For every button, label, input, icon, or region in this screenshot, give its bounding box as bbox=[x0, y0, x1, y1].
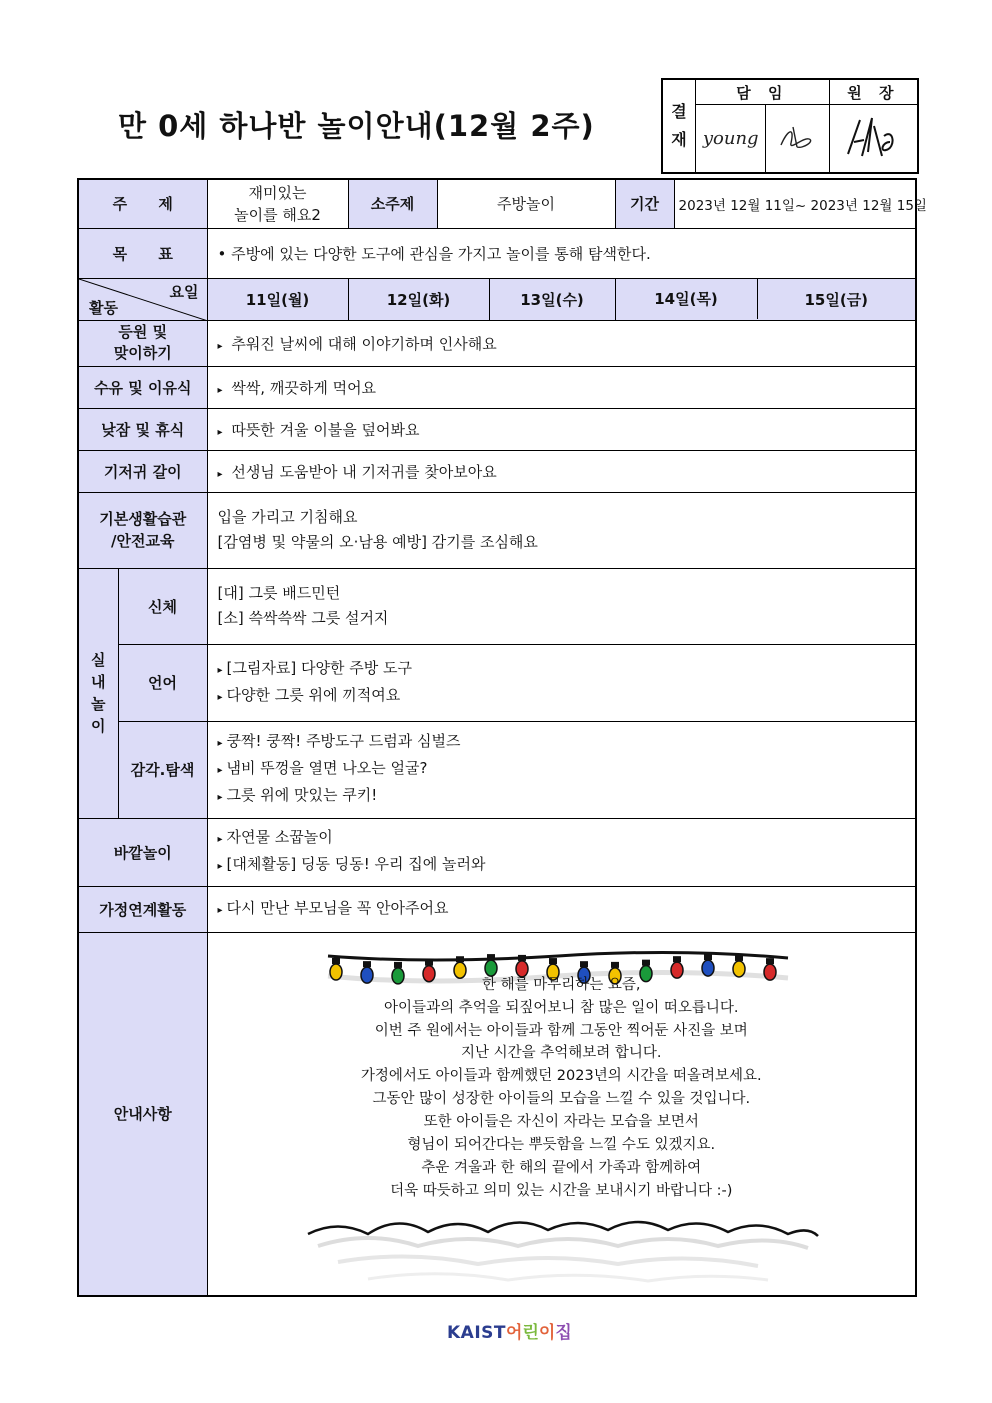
indoor-language-text: ▸ [그림자료] 다양한 주방 도구 ▸ 다양한 그릇 위에 끼적여요 bbox=[207, 644, 916, 721]
home-activity-label: 가정연계활동 bbox=[78, 886, 207, 932]
triangle-bullet-icon: ▸ bbox=[217, 765, 223, 776]
triangle-bullet-icon: ▸ bbox=[217, 904, 223, 916]
signature-director bbox=[829, 105, 917, 173]
signature-teacher-1: young bbox=[696, 105, 766, 173]
day-thu-fri bbox=[615, 278, 916, 320]
day-fri: 15일(금) bbox=[804, 290, 869, 309]
kaist-daycare-logo: KAIST어린이집 bbox=[447, 1323, 572, 1343]
routine-text-diaper: ▸ 선생님 도움받아 내 기저귀를 찾아보아요 bbox=[207, 450, 916, 492]
triangle-bullet-icon: ▸ bbox=[217, 384, 223, 396]
indoor-sensory-text: ▸ 쿵짝! 쿵짝! 주방도구 드럼과 심벌즈 ▸ 냄비 뚜껑을 열면 나오는 얼굴? ▸ 그릇 위에 맛있는 쿠키! bbox=[207, 721, 916, 818]
indoor-sensory-label: 감각.탐색 bbox=[118, 721, 207, 818]
period-value: 2023년 12월 11일~ 2023년 12월 15일 bbox=[674, 179, 916, 228]
approval-side-label: 결 재 bbox=[663, 80, 696, 173]
theme-value: 재미있는 놀이를 해요2 bbox=[207, 179, 348, 228]
notice-label: 안내사항 bbox=[78, 932, 207, 1296]
day-thu: 14일(목) bbox=[616, 279, 758, 319]
notice-text: 한 해를 마무리하는 요즘, 아이들과의 추억을 되짚어보니 참 많은 일이 떠오릅니다. 이번 주 원에서는 아이들과 함께 그동안 찍어둔 사진을 보며 지난 시간을 추억해보려 합니다. 가정에서도 아이들과 함께했던 2023년의 시간을 떠올려보세요. 그동안 많이 성장한 아이들의 모습을 느낄 수 있을 것입니다. 또한 아이들은 자신이 자라는 모습을 보면서 형님이 되어간다는 뿌듯함을 느낄 수도 있겠지요. 추운 겨울과 한 해의 끝에서 가족과 함께하여 더욱 따듯하고 의미 있는 시간을 보내시기 바랍니다 :-) bbox=[360, 976, 762, 1199]
goal-label: 목 표 bbox=[78, 228, 207, 278]
subtheme-value: 주방놀이 bbox=[437, 179, 615, 228]
safety-label: 기본생활습관 /안전교육 bbox=[78, 492, 207, 568]
theme-label: 주 제 bbox=[78, 179, 207, 228]
triangle-bullet-icon: ▸ bbox=[217, 691, 223, 703]
indoor-play-label: 실 내 놀 이 bbox=[78, 568, 118, 818]
day-wed: 13일(수) bbox=[489, 278, 615, 320]
indoor-physical-label: 신체 bbox=[118, 568, 207, 644]
routine-label-feeding: 수유 및 이유식 bbox=[78, 366, 207, 408]
signature-image-2 bbox=[773, 117, 823, 157]
safety-text: 입을 가리고 기침해요 [감염병 및 약물의 오·남용 예방] 감기를 조심해요 bbox=[207, 492, 916, 568]
goal-value: • 주방에 있는 다양한 도구에 관심을 가지고 놀이를 통해 탐색한다. bbox=[207, 228, 916, 278]
triangle-bullet-icon: ▸ bbox=[217, 834, 223, 845]
signature-teacher-2 bbox=[766, 105, 829, 173]
approval-col-teacher: 담 임 bbox=[696, 80, 830, 105]
triangle-bullet-icon: ▸ bbox=[217, 426, 223, 438]
routine-text-arrival: ▸ 추워진 날씨에 대해 이야기하며 인사해요 bbox=[207, 320, 916, 366]
page-title: 만 0세 하나반 놀이안내(12월 2주) bbox=[118, 109, 595, 143]
outdoor-label: 바깥놀이 bbox=[78, 818, 207, 886]
triangle-bullet-icon: ▸ bbox=[217, 861, 223, 872]
home-activity-text: ▸ 다시 만난 부모님을 꼭 안아주어요 bbox=[207, 886, 916, 932]
routine-label-diaper: 기저귀 갈이 bbox=[78, 450, 207, 492]
triangle-bullet-icon: ▸ bbox=[217, 468, 223, 480]
approval-col-director: 원 장 bbox=[829, 80, 917, 105]
routine-label-nap: 낮잠 및 휴식 bbox=[78, 408, 207, 450]
triangle-bullet-icon: ▸ bbox=[217, 792, 223, 803]
routine-text-nap: ▸ 따뜻한 겨울 이불을 덮어봐요 bbox=[207, 408, 916, 450]
approval-box bbox=[661, 78, 919, 174]
light-bulb-icon bbox=[702, 954, 714, 976]
light-bulb-icon bbox=[485, 954, 497, 976]
indoor-physical-text: [대] 그릇 배드민턴 [소] 쓱싹쓱싹 그릇 설거지 bbox=[207, 568, 916, 644]
day-mon: 11일(월) bbox=[207, 278, 348, 320]
notice-cell bbox=[207, 932, 916, 1296]
triangle-bullet-icon: ▸ bbox=[217, 664, 223, 676]
routine-text-feeding: ▸ 싹싹, 깨끗하게 먹어요 bbox=[207, 366, 916, 408]
notice-panel bbox=[208, 934, 916, 1294]
routine-label-arrival: 등원 및 맞이하기 bbox=[78, 320, 207, 366]
signature-image-3 bbox=[838, 112, 908, 162]
weekly-plan-table bbox=[77, 178, 927, 1297]
day-activity-corner: 요일 활동 bbox=[78, 278, 207, 320]
period-label: 기간 bbox=[615, 179, 674, 228]
triangle-bullet-icon: ▸ bbox=[217, 738, 223, 749]
triangle-bullet-icon: ▸ bbox=[217, 340, 223, 352]
day-tue: 12일(화) bbox=[348, 278, 489, 320]
subtheme-label: 소주제 bbox=[348, 179, 437, 228]
outdoor-text: ▸ 자연물 소꿉놀이 ▸ [대체활동] 딩동 딩동! 우리 집에 놀러와 bbox=[207, 818, 916, 886]
indoor-language-label: 언어 bbox=[118, 644, 207, 721]
